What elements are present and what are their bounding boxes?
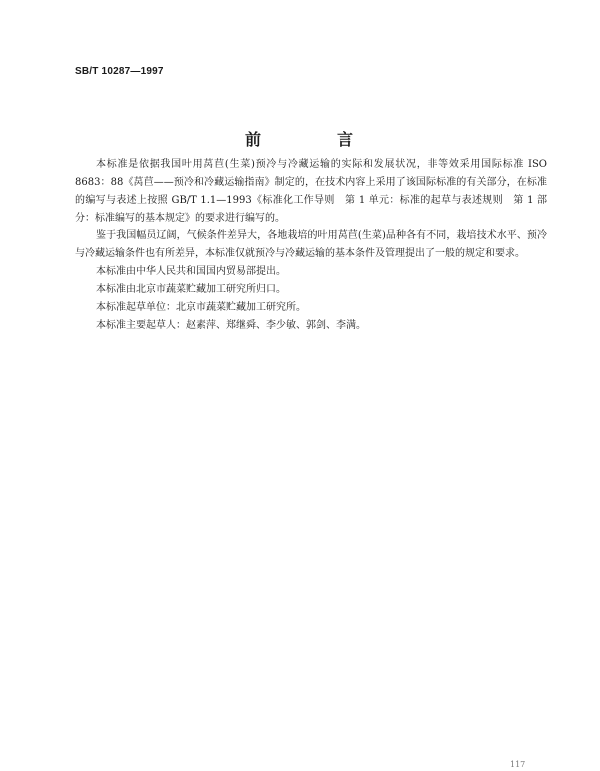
statement-drafting-unit: 本标准起草单位：北京市蔬菜贮藏加工研究所。 [96, 302, 306, 313]
paragraph-conditions: 鉴于我国幅员辽阔，气候条件差异大，各地栽培的叶用莴苣(生菜)品种各有不同，栽培技术水平、预冷与冷藏运输条件也有所差异，本标准仅就预冷与冷藏运输的基本条件及管理提出了一般的规定和要求。 [75, 230, 547, 259]
page-title: 前 言 [244, 130, 383, 149]
paragraph-scope: 本标准是依据我国叶用莴苣(生菜)预冷与冷藏运输的实际和发展状况，非等效采用国际标准 ISO 8683：88《莴苣——预冷和冷藏运输指南》制定的，在技术内容上采用了该国际标准的有关部分，在标准的编写与表述上按照 GB/T 1.1—1993《标准化工作导则 第 1 单元：标准的起草与表述规则 第 1 部分：标准编写的基本规定》的要求进行编写的。 [75, 159, 547, 224]
page-number: 117 [510, 760, 526, 769]
statement-administrator: 本标准由北京市蔬菜贮藏加工研究所归口。 [96, 284, 286, 295]
standard-code: SB/T 10287—1997 [75, 66, 164, 77]
statement-proposer: 本标准由中华人民共和国国内贸易部提出。 [96, 266, 286, 277]
statement-drafters: 本标准主要起草人：赵素萍、郑继舜、李少敏、郭剑、李满。 [96, 320, 366, 331]
